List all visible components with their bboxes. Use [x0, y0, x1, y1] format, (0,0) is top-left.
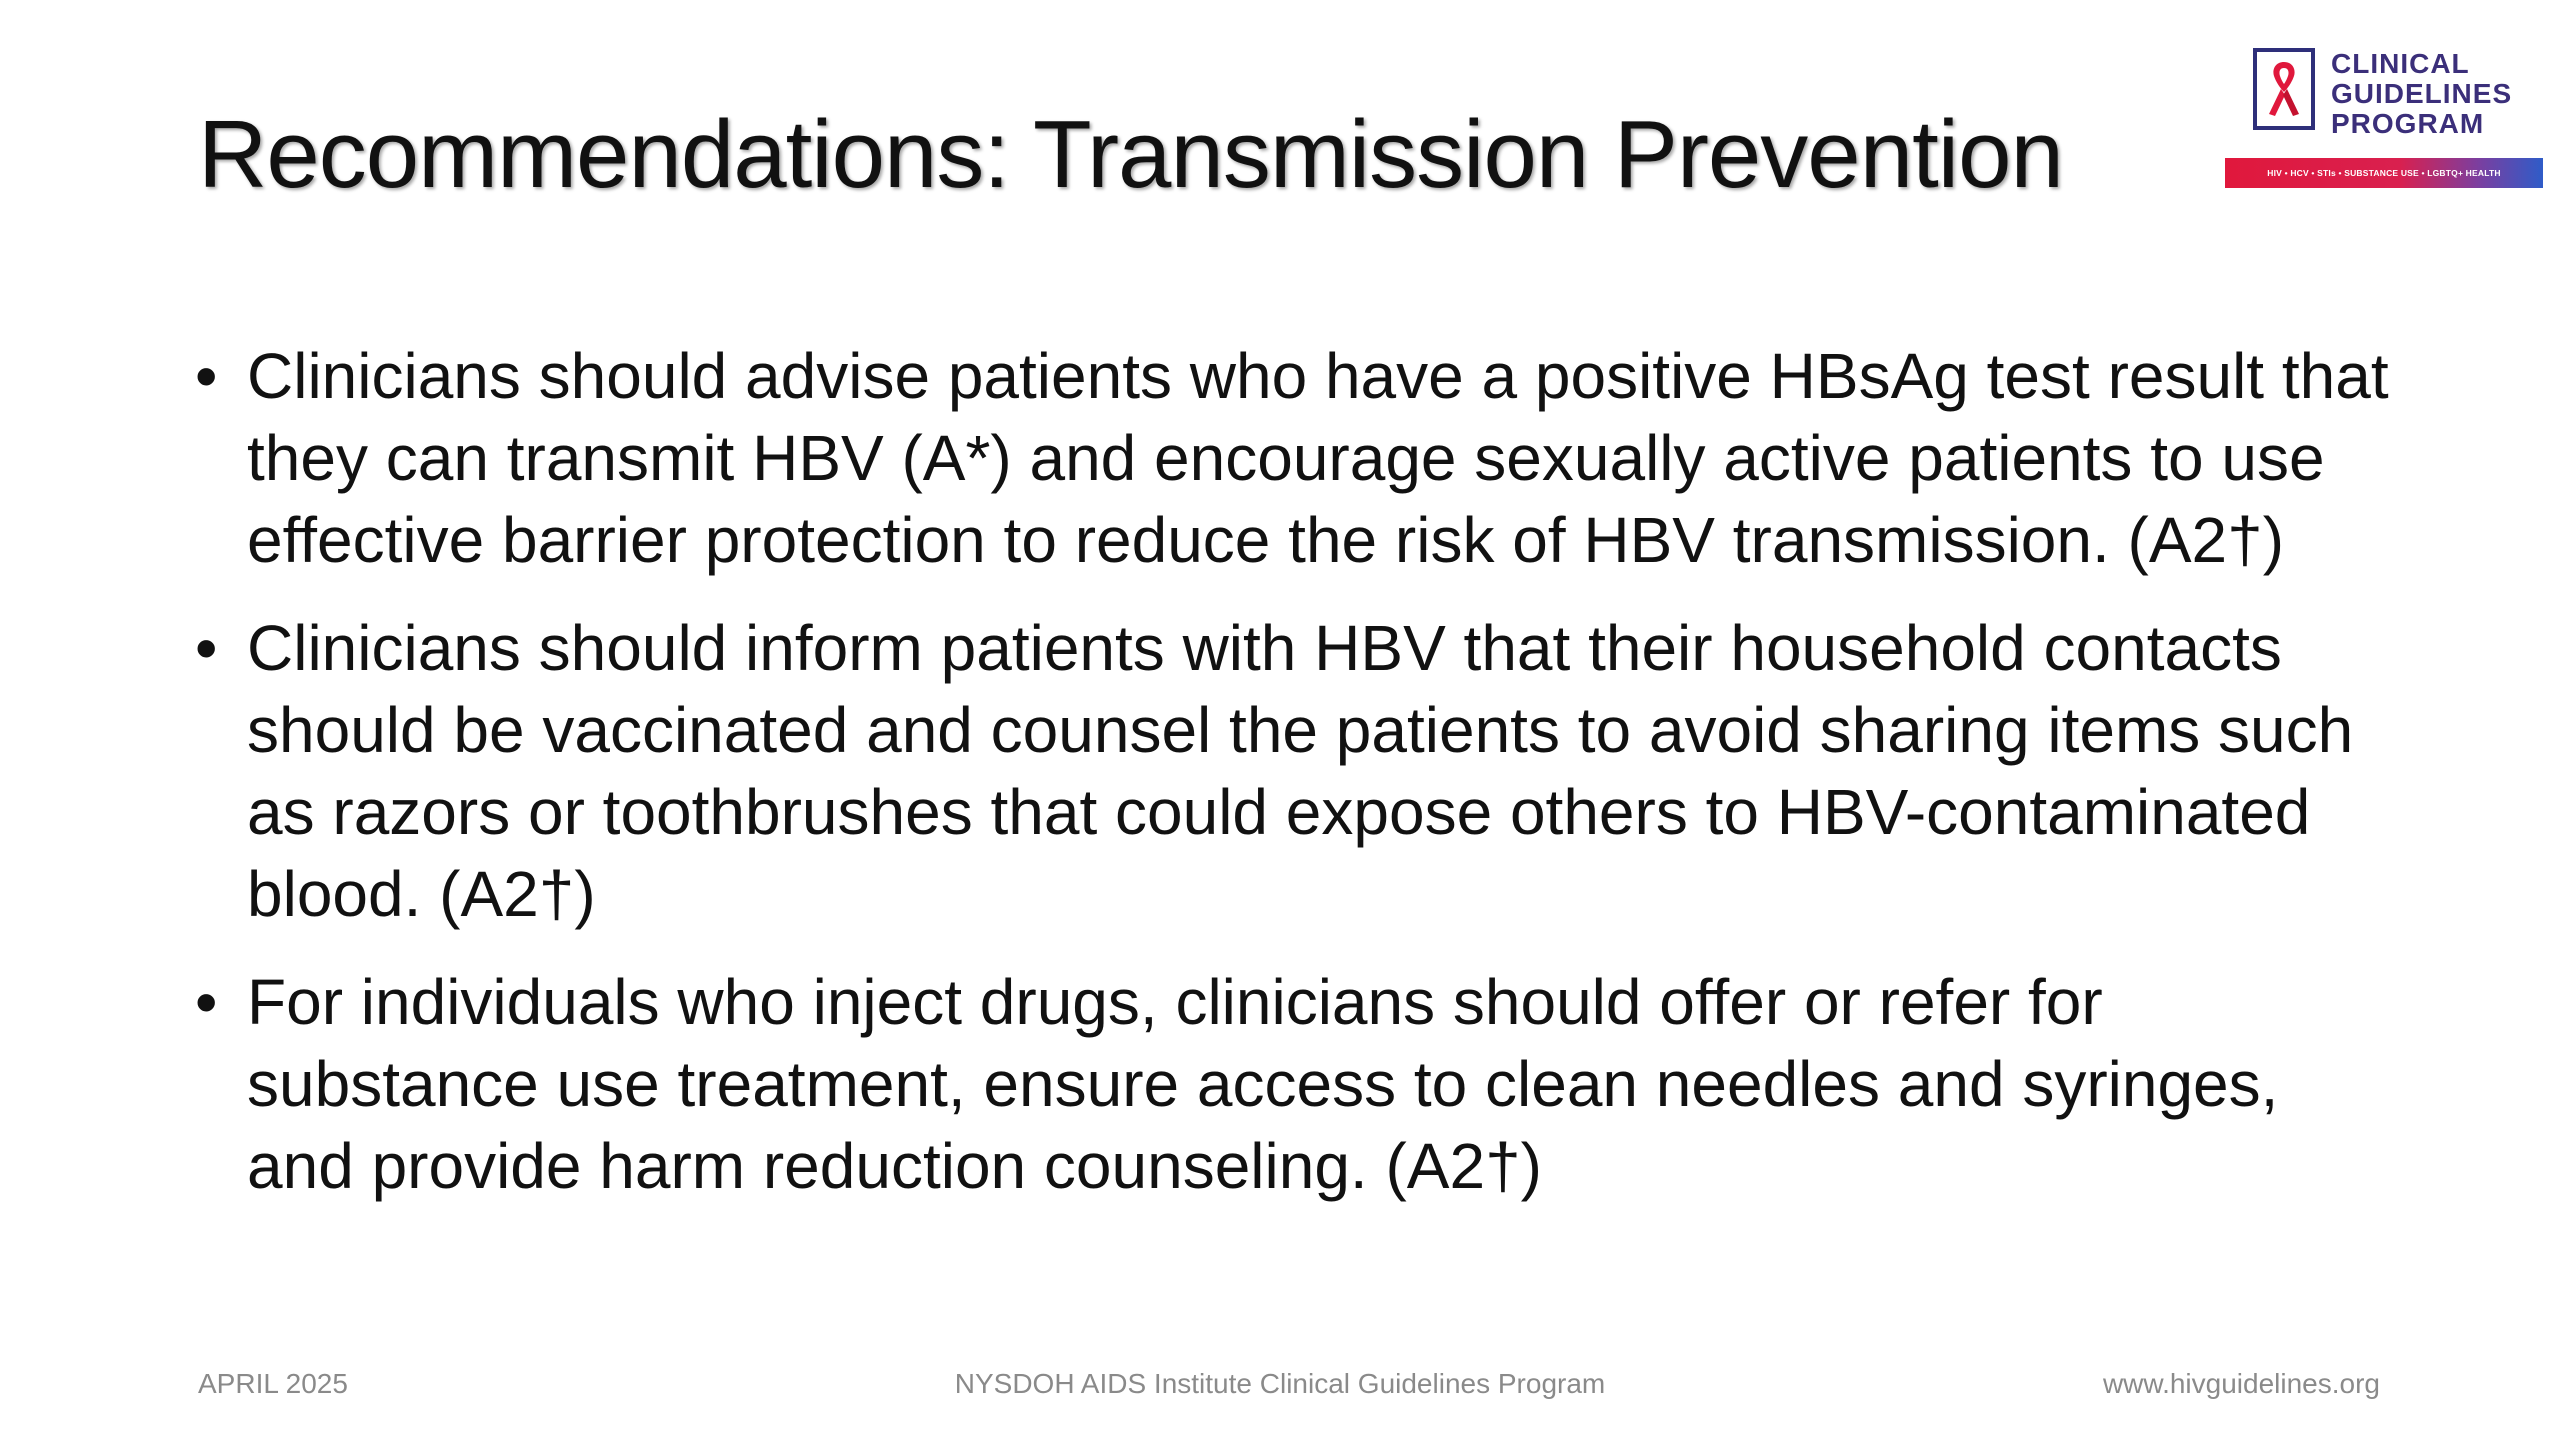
recommendation-list — [195, 335, 2395, 1233]
footer-date: APRIL 2025 — [198, 1368, 348, 1399]
logo-line-clinical: CLINICAL — [2331, 48, 2470, 79]
logo-ribbon-frame — [2253, 48, 2315, 130]
logo-tagline-band: HIV • HCV • STIs • SUBSTANCE USE • LGBTQ+ HEALTH — [2225, 158, 2543, 188]
red-ribbon-icon — [2263, 58, 2305, 120]
recommendation-text: For individuals who inject drugs, clinicians should offer or refer for substance use treatment, ensure access to clean needles and syringes, and provide harm reduction counseling. (A2†) — [247, 966, 2279, 1202]
footer-program-name: NYSDOH AIDS Institute Clinical Guidelines Program — [954, 1368, 1606, 1399]
recommendation-item — [195, 335, 2395, 581]
bullet-icon: • — [195, 612, 218, 684]
bullet-icon: • — [195, 966, 218, 1038]
recommendation-item — [195, 961, 2395, 1207]
logo-line-guidelines: GUIDELINES — [2331, 78, 2513, 109]
slide-title: Recommendations: Transmission Prevention — [198, 101, 2063, 208]
logo-line-program: PROGRAM — [2331, 108, 2485, 139]
clinical-guidelines-program-logo — [2225, 48, 2545, 193]
bullet-icon: • — [195, 340, 218, 412]
footer-website-link[interactable]: www.hivguidelines.org — [2102, 1368, 2380, 1399]
recommendation-item — [195, 607, 2395, 935]
recommendation-text: Clinicians should inform patients with HBV that their household contacts should be vaccinated and counsel the patients to avoid sharing items such as razors or toothbrushes that could expose others to HBV-contaminated blood. (A2†) — [247, 612, 2354, 930]
recommendation-text: Clinicians should advise patients who have a positive HBsAg test result that they can transmit HBV (A*) and encourage sexually active patients to use effective barrier protection to reduce the risk of HBV transmission. (A2†) — [247, 340, 2389, 576]
